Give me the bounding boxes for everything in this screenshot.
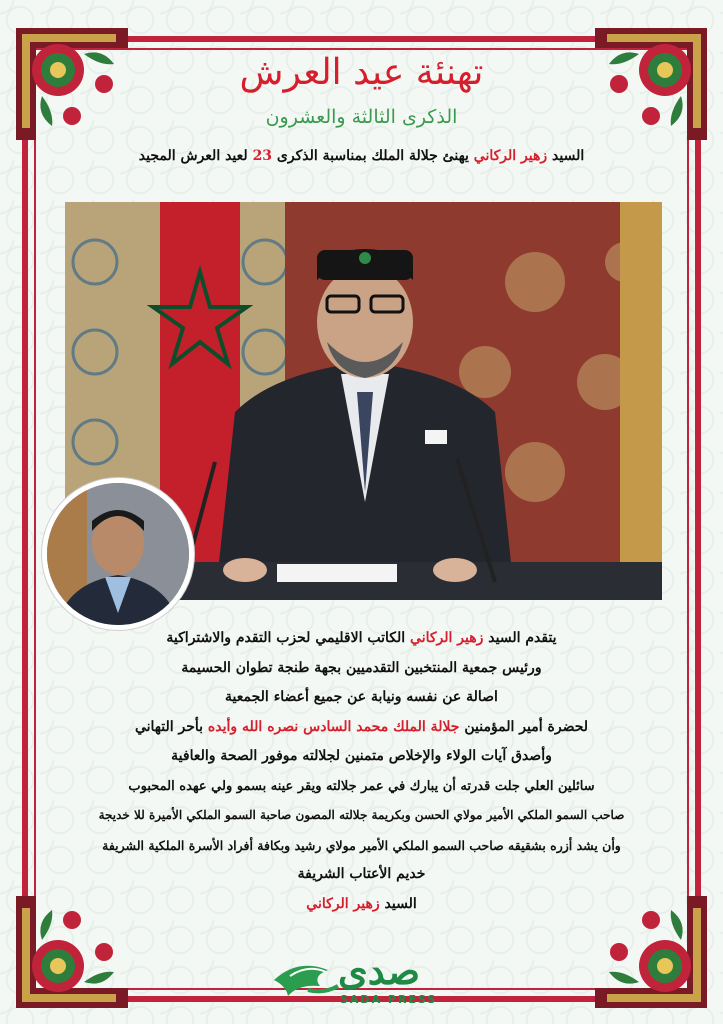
message-text: الكاتب الاقليمي لحزب التقدم والاشتراكية	[166, 630, 406, 646]
message-text: بأحر التهاني	[134, 718, 204, 735]
logo-english: SADA PRESS	[340, 993, 438, 1006]
tagline-number: 23	[252, 148, 273, 164]
tagline-name: زهير الركاني	[473, 148, 548, 164]
signature-prefix: السيد	[384, 895, 417, 912]
tagline-suffix: لعيد العرش المجيد	[138, 148, 248, 164]
tagline-mid: يهنئ جلالة الملك بمناسبة الذكرى	[276, 148, 469, 164]
message-line	[60, 713, 663, 743]
message-line: سائلين العلي جلت قدرته أن يبارك في عمر جلالته ويقر عينه بسمو ولي عهده المحبوب	[128, 778, 595, 794]
message-name: جلالة الملك محمد السادس نصره الله وأيده	[207, 718, 460, 735]
message-text: يتقدم السيد	[488, 630, 557, 646]
page-subtitle: الذكرى الثالثة والعشرون	[265, 106, 458, 128]
message-text: لحضرة أمير المؤمنين	[464, 718, 589, 735]
tagline-prefix: السيد	[552, 148, 585, 164]
message-body	[60, 624, 663, 919]
message-line: وأصدق آيات الولاء والإخلاص متمنين لجلالته موفور الصحة والعافية	[171, 748, 552, 764]
message-line: اصالة عن نفسه ونيابة عن جميع أعضاء الجمعية	[225, 689, 498, 705]
signature-name: زهير الركاني	[306, 895, 380, 912]
signature	[60, 890, 663, 920]
page-title: تهنئة عيد العرش	[239, 52, 484, 93]
message-line: صاحب السمو الملكي الأمير مولاي الحسن وبكريمة جلالته المصون صاحبة السمو الملكي الأميرة للا خديجة	[98, 808, 625, 822]
avatar	[42, 478, 194, 630]
message-line: ورئيس جمعية المنتخبين التقدميين بجهة طنجة تطوان الحسيمة	[181, 659, 542, 676]
message-line	[60, 624, 663, 654]
message-line: خديم الأعتاب الشريفة	[297, 866, 426, 882]
tagline	[0, 148, 723, 164]
logo-arabic: صدى	[338, 948, 420, 993]
message-name: زهير الركاني	[410, 630, 484, 646]
message-line: وأن يشد أزره بشقيقه صاحب السمو الملكي الأمير مولاي رشيد وبكافة أفراد الأسرة الملكية الشريفة	[102, 837, 621, 853]
